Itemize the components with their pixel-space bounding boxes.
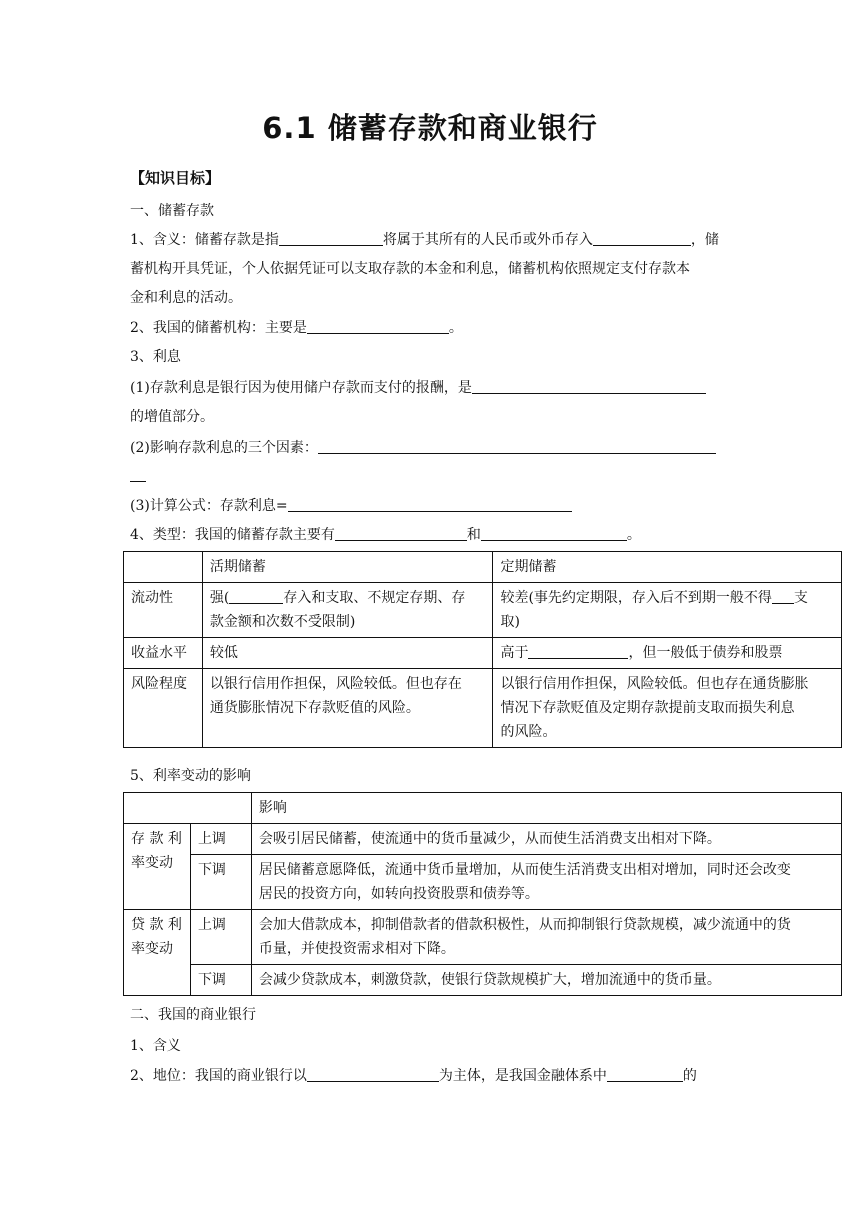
paragraph-3-2 [130, 438, 716, 458]
text: 1、含义：储蓄存款是指 [130, 232, 279, 248]
text: 通货膨胀情况下存款贬值的风险。 [209, 700, 420, 716]
table-cell: 下调 [190, 855, 251, 910]
row-label: 收益水平 [124, 638, 203, 669]
text: (2)影响存款利息的三个因素： [130, 440, 318, 456]
table-header: 影响 [251, 793, 841, 824]
table-row [124, 824, 842, 855]
text: 2、我国的储蓄机构：主要是 [130, 320, 307, 336]
text: 贷 款 利 [131, 917, 182, 933]
table-cell [202, 669, 493, 748]
text: 和 [466, 527, 481, 543]
paragraph-1-line-2: 蓄机构开具凭证，个人依据凭证可以支取存款的本金和利息，储蓄机构依照规定支付存款本 [130, 261, 690, 277]
paragraph-4 [130, 525, 641, 545]
table-cell [251, 910, 841, 965]
row-label [124, 910, 191, 996]
section-1-heading: 一、储蓄存款 [130, 203, 214, 219]
text: (3)计算公式：存款利息= [130, 498, 288, 514]
table-cell [493, 669, 842, 748]
fill-blank[interactable] [279, 231, 383, 246]
table-row [124, 965, 842, 996]
table-cell: 上调 [190, 910, 251, 965]
table-cell [124, 793, 252, 824]
table-row [124, 669, 842, 748]
table-row [124, 583, 842, 638]
text: 为主体，是我国金融体系中 [438, 1068, 607, 1084]
fill-blank[interactable] [593, 231, 691, 246]
fill-blank[interactable] [607, 1067, 683, 1082]
paragraph-5: 5、利率变动的影响 [130, 768, 251, 784]
fill-blank[interactable] [229, 589, 283, 604]
table-cell [202, 583, 493, 638]
fill-blank[interactable] [528, 644, 628, 659]
paragraph-3-3 [130, 496, 572, 516]
paragraph-3-2-continuation [130, 466, 146, 486]
paragraph-1-line-3: 金和利息的活动。 [130, 290, 242, 306]
table-cell [124, 552, 203, 583]
table-cell: 下调 [190, 965, 251, 996]
text: 会加大借款成本，抑制借款者的借款积极性，从而抑制银行贷款规模，减少流通中的货 [258, 917, 791, 933]
table-cell: 上调 [190, 824, 251, 855]
table-row [124, 552, 842, 583]
table-header: 活期储蓄 [202, 552, 493, 583]
table-cell [251, 855, 841, 910]
table-cell [493, 583, 842, 638]
fill-blank[interactable] [288, 497, 572, 512]
fill-blank[interactable] [130, 467, 146, 482]
fill-blank[interactable] [772, 589, 794, 604]
table-row [124, 638, 842, 669]
row-label: 风险程度 [124, 669, 203, 748]
section-2-paragraph-2 [130, 1066, 697, 1086]
text: 款金额和次数不受限制) [209, 614, 356, 630]
table-cell: 会吸引居民储蓄，使流通中的货币量减少，从而使生活消费支出相对下降。 [251, 824, 841, 855]
text: 。 [626, 527, 641, 543]
paragraph-3-1 [130, 378, 706, 398]
fill-blank[interactable] [481, 526, 627, 541]
text: (1)存款利息是银行因为使用储户存款而支付的报酬，是 [130, 380, 472, 396]
interest-rate-table [123, 792, 842, 996]
text: 强( [209, 590, 230, 606]
fill-blank[interactable] [307, 319, 449, 334]
text: 高于 [500, 645, 529, 661]
text: 。 [448, 320, 463, 336]
paragraph-1-line-1 [130, 230, 719, 250]
text: 的 [682, 1068, 697, 1084]
text: 率变动 [131, 855, 173, 871]
text: ，储 [690, 232, 719, 248]
text: 较差(事先约定期限，存入后不到期一般不得 [500, 590, 772, 606]
row-label: 流动性 [124, 583, 203, 638]
text: 以银行信用作担保，风险较低。但也存在 [209, 676, 462, 692]
table-row [124, 793, 842, 824]
text: 居民的投资方向，如转向投资股票和债券等。 [258, 886, 539, 902]
text: ，但一般低于债券和股票 [628, 645, 783, 661]
table-cell: 会减少贷款成本，刺激贷款，使银行贷款规模扩大，增加流通中的货币量。 [251, 965, 841, 996]
fill-blank[interactable] [318, 439, 716, 454]
text: 存 款 利 [131, 831, 182, 847]
text: 以银行信用作担保，风险较低。但也存在通货膨胀 [500, 676, 809, 692]
text: 币量，并使投资需求相对下降。 [258, 941, 455, 957]
page-title: 6.1 储蓄存款和商业银行 [262, 111, 598, 145]
text: 4、类型：我国的储蓄存款主要有 [130, 527, 335, 543]
text: 的风险。 [500, 724, 557, 740]
text: 居民储蓄意愿降低，流通中货币量增加，从而使生活消费支出相对增加，同时还会改变 [258, 862, 791, 878]
section-2-heading: 二、我国的商业银行 [130, 1007, 256, 1023]
fill-blank[interactable] [307, 1067, 439, 1082]
paragraph-3-1-line-2: 的增值部分。 [130, 409, 214, 425]
table-row [124, 910, 842, 965]
text: 支 [793, 590, 808, 606]
fill-blank[interactable] [335, 526, 467, 541]
table-cell: 较低 [202, 638, 493, 669]
table-header: 定期储蓄 [493, 552, 842, 583]
paragraph-3: 3、利息 [130, 349, 181, 365]
text: 存入和支取、不规定存期、存 [283, 590, 466, 606]
table-cell [493, 638, 842, 669]
text: 情况下存款贬值及定期存款提前支取而损失利息 [500, 700, 795, 716]
table-row [124, 855, 842, 910]
text: 将属于其所有的人民币或外币存入 [382, 232, 593, 248]
knowledge-heading: 【知识目标】 [130, 169, 221, 187]
savings-type-table [123, 551, 842, 748]
text: 2、地位：我国的商业银行以 [130, 1068, 307, 1084]
fill-blank[interactable] [472, 379, 706, 394]
paragraph-2 [130, 318, 463, 338]
text: 取) [500, 614, 520, 630]
row-label [124, 824, 191, 910]
section-2-paragraph-1: 1、含义 [130, 1038, 181, 1054]
text: 率变动 [131, 941, 173, 957]
